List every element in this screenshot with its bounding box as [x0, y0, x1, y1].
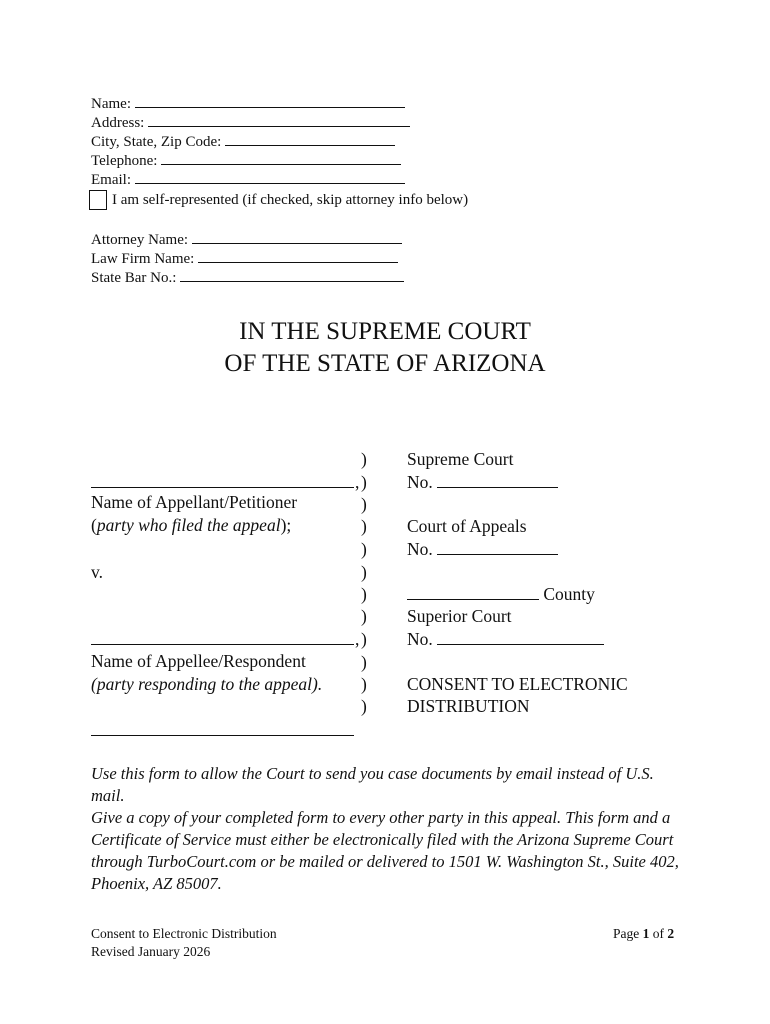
city-field[interactable] — [225, 132, 395, 146]
email-row — [91, 170, 405, 190]
email-field[interactable] — [135, 170, 405, 184]
attorney-row — [91, 230, 402, 250]
address-label: Address: — [91, 115, 145, 131]
supreme-court-no-row: No. — [407, 472, 558, 493]
superior-court-label: Superior Court — [407, 606, 512, 626]
separator-paren: ) — [361, 652, 367, 672]
separator-paren: ) — [361, 674, 367, 694]
self-represented-checkbox[interactable] — [89, 190, 107, 210]
city-row — [91, 132, 395, 152]
attorney-label: Attorney Name: — [91, 232, 189, 248]
separator-paren: ) — [361, 449, 367, 469]
appellant-name-line[interactable] — [91, 487, 354, 488]
separator-paren: ) — [361, 606, 367, 626]
instructions-paragraph: Use this form to allow the Court to send you case documents by email instead of U.S. mail. — [91, 764, 654, 805]
appellee-name-line[interactable] — [91, 644, 354, 645]
name-field[interactable] — [135, 94, 405, 108]
instructions-paragraph: Give a copy of your completed form to every other party in this appeal. This form and a Certificate of Service must either be electronically filed with the Arizona Supreme Court through TurboCourt.com or be mailed or delivered to 1501 W. Washington St., Suite 402, Phoenix, AZ 85007. — [91, 808, 679, 893]
county-row: County — [407, 584, 595, 605]
superior-court-no-row: No. — [407, 629, 604, 650]
document-title-line1: CONSENT TO ELECTRONIC — [407, 674, 628, 694]
separator-paren: ) — [361, 629, 367, 649]
separator-paren: ) — [361, 562, 367, 582]
court-title-line2: OF THE STATE OF ARIZONA — [224, 350, 546, 377]
telephone-label: Telephone: — [91, 153, 158, 169]
name-row — [91, 94, 405, 114]
court-of-appeals-no-row: No. — [407, 539, 558, 560]
address-row — [91, 113, 410, 133]
caption-bottom-line — [91, 735, 354, 736]
instructions — [91, 763, 681, 895]
supreme-court-no-field[interactable] — [437, 473, 558, 488]
appellant-line-comma: , — [355, 472, 360, 492]
county-field[interactable] — [407, 585, 539, 600]
court-title-line1: IN THE SUPREME COURT — [239, 318, 531, 345]
law-firm-row — [91, 249, 398, 269]
law-firm-label: Law Firm Name: — [91, 251, 195, 267]
name-label: Name: — [91, 96, 131, 112]
superior-court-no-field[interactable] — [437, 630, 604, 645]
separator-paren: ) — [361, 539, 367, 559]
attorney-field[interactable] — [192, 230, 402, 244]
self-represented-label: I am self-represented (if checked, skip attorney info below) — [112, 192, 469, 208]
court-of-appeals-no-field[interactable] — [437, 540, 558, 555]
separator-paren: ) — [361, 472, 367, 492]
separator-paren: ) — [361, 494, 367, 514]
address-field[interactable] — [148, 113, 410, 127]
court-of-appeals-label: Court of Appeals — [407, 516, 527, 536]
separator-paren: ) — [361, 516, 367, 536]
email-label: Email: — [91, 172, 131, 188]
document-title-line2: DISTRIBUTION — [407, 696, 530, 716]
footer-revised-date: Revised January 2026 — [91, 944, 211, 959]
appellant-label: Name of Appellant/Petitioner — [91, 492, 298, 512]
separator-paren: ) — [361, 696, 367, 716]
appellant-note: (party who filed the appeal); — [91, 515, 292, 535]
state-bar-field[interactable] — [180, 268, 404, 282]
telephone-row — [91, 151, 401, 171]
law-firm-field[interactable] — [198, 249, 398, 263]
appellee-line-comma: , — [355, 629, 360, 649]
city-label: City, State, Zip Code: — [91, 134, 222, 150]
state-bar-row — [91, 268, 404, 288]
appellee-label: Name of Appellee/Respondent — [91, 651, 306, 671]
state-bar-label: State Bar No.: — [91, 270, 177, 286]
footer-form-name: Consent to Electronic Distribution — [91, 926, 277, 941]
separator-paren: ) — [361, 584, 367, 604]
appellee-note: (party responding to the appeal). — [91, 674, 323, 694]
telephone-field[interactable] — [161, 151, 401, 165]
footer-page-number: Page 1 of 2 — [613, 926, 675, 941]
supreme-court-label: Supreme Court — [407, 449, 514, 469]
versus-text: v. — [91, 562, 103, 582]
